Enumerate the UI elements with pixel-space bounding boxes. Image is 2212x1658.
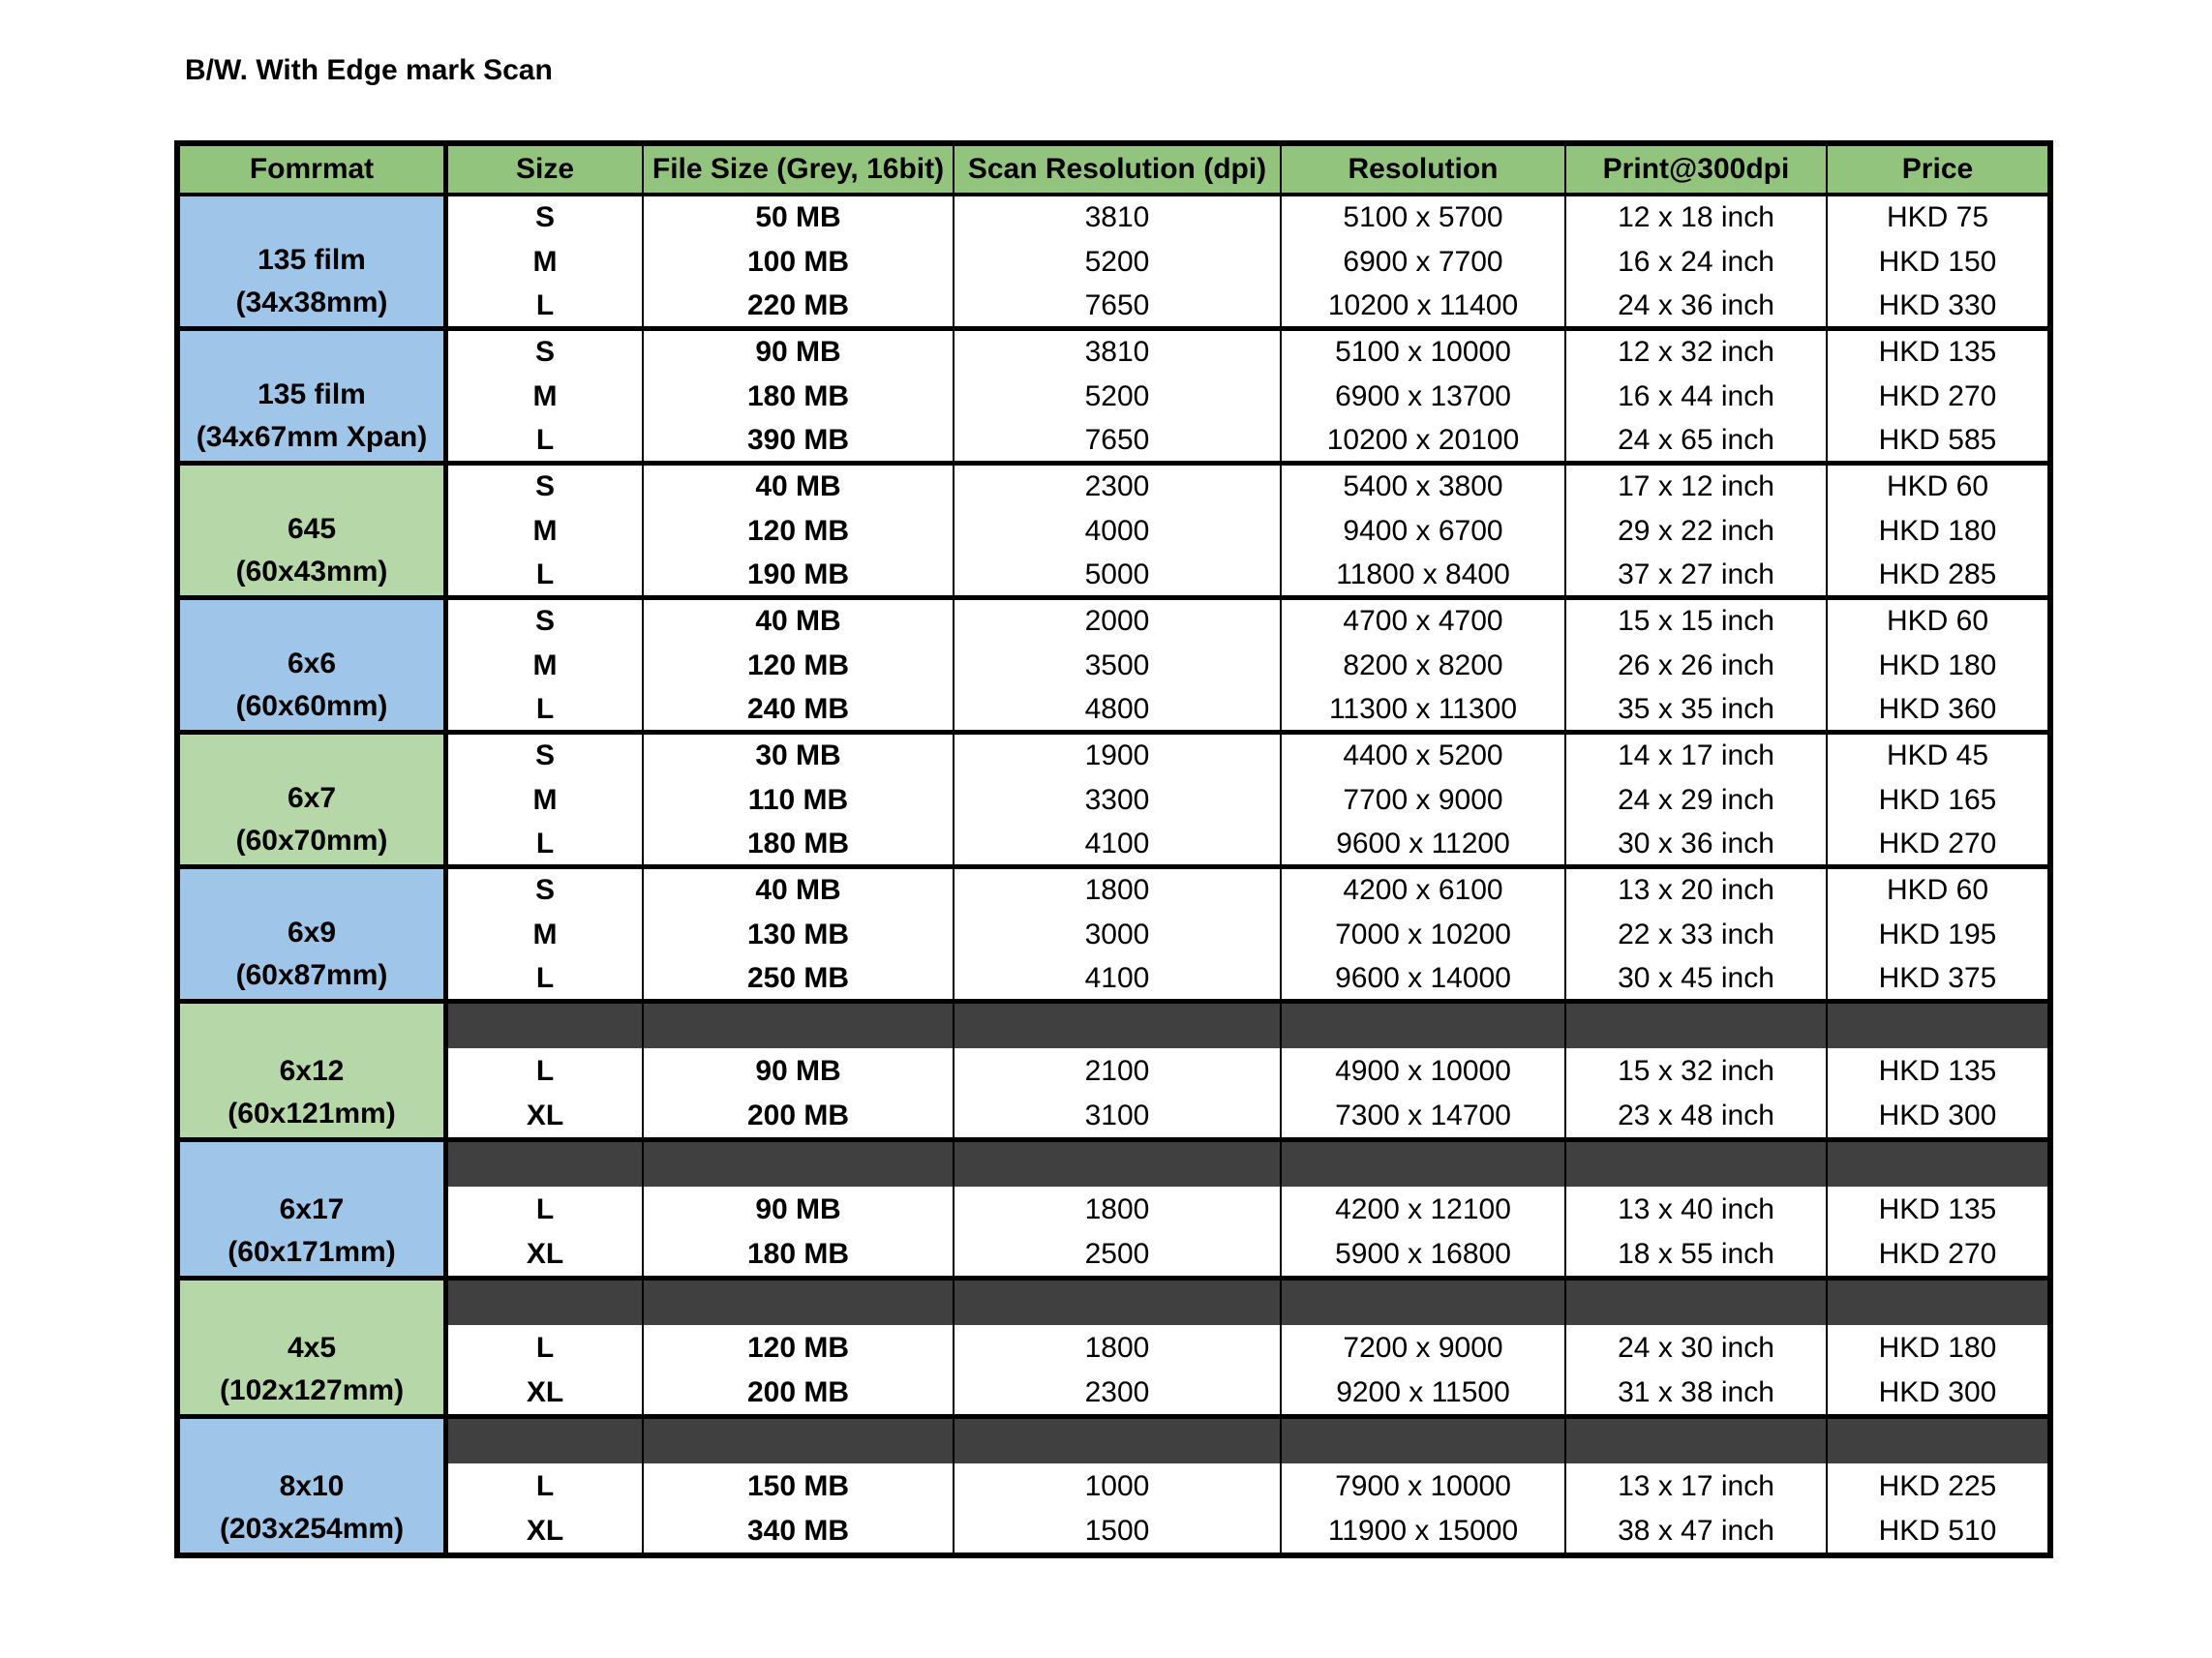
price-cell: HKD 270 bbox=[1878, 380, 1997, 412]
print-size-cell: 17 x 12 inch bbox=[1566, 466, 1828, 508]
print-size-cell: 22 x 33 inch bbox=[1566, 912, 1828, 958]
table-row bbox=[448, 1372, 2047, 1414]
scan-resolution-cell: 2100 bbox=[954, 1048, 1282, 1095]
file-size-cell: 120 MB bbox=[644, 1325, 954, 1372]
scan-resolution-cell: 5200 bbox=[954, 374, 1282, 420]
header-file-size: File Size (Grey, 16bit) bbox=[644, 146, 954, 193]
group-rows bbox=[448, 735, 2047, 864]
table-row bbox=[448, 374, 2047, 420]
table-row bbox=[448, 777, 2047, 824]
shaded-cell bbox=[448, 1281, 644, 1325]
scan-resolution-cell: 4800 bbox=[954, 689, 1282, 730]
file-size-cell: 40 MB bbox=[644, 600, 954, 643]
table-row bbox=[448, 824, 2047, 864]
scan-resolution-cell: 1000 bbox=[954, 1463, 1282, 1510]
shaded-cell bbox=[954, 1142, 1282, 1187]
resolution-cell: 5900 x 16800 bbox=[1282, 1233, 1566, 1276]
print-size-cell: 15 x 32 inch bbox=[1566, 1048, 1828, 1095]
group-rows bbox=[448, 466, 2047, 595]
format-dimensions: (60x43mm) bbox=[235, 556, 388, 588]
scan-resolution-cell: 7650 bbox=[954, 420, 1282, 461]
shaded-cell bbox=[1566, 1281, 1828, 1325]
resolution-cell: 4400 x 5200 bbox=[1282, 735, 1566, 777]
file-size-cell: 30 MB bbox=[644, 735, 954, 777]
size-cell: L bbox=[448, 1463, 644, 1510]
table-body bbox=[180, 196, 2047, 1552]
price-cell: HKD 285 bbox=[1878, 558, 1997, 590]
resolution-cell: 11900 x 15000 bbox=[1282, 1510, 1566, 1552]
file-size-cell: 390 MB bbox=[644, 420, 954, 461]
size-cell: XL bbox=[448, 1372, 644, 1414]
print-size-cell: 26 x 26 inch bbox=[1566, 643, 1828, 689]
scan-resolution-cell: 1900 bbox=[954, 735, 1282, 777]
resolution-cell: 10200 x 11400 bbox=[1282, 286, 1566, 326]
size-cell: XL bbox=[448, 1233, 644, 1276]
scan-resolution-cell: 2500 bbox=[954, 1233, 1282, 1276]
table-row bbox=[448, 1325, 2047, 1372]
resolution-cell: 9400 x 6700 bbox=[1282, 508, 1566, 555]
price-cell: HKD 150 bbox=[1878, 246, 1997, 278]
shaded-spacer-row bbox=[448, 1419, 2047, 1463]
table-row bbox=[448, 1187, 2047, 1233]
scan-resolution-cell: 3000 bbox=[954, 912, 1282, 958]
file-size-cell: 150 MB bbox=[644, 1463, 954, 1510]
shaded-cell bbox=[644, 1419, 954, 1463]
table-row bbox=[448, 420, 2047, 461]
format-dimensions: (102x127mm) bbox=[219, 1374, 405, 1406]
price-cell: HKD 270 bbox=[1878, 1238, 1997, 1270]
size-cell: L bbox=[448, 824, 644, 864]
print-size-cell: 24 x 30 inch bbox=[1566, 1325, 1828, 1372]
price-cell: HKD 180 bbox=[1878, 649, 1997, 681]
price-cell: HKD 195 bbox=[1878, 919, 1997, 950]
size-cell: XL bbox=[448, 1095, 644, 1137]
size-cell: S bbox=[448, 869, 644, 912]
scan-resolution-cell: 4000 bbox=[954, 508, 1282, 555]
price-cell: HKD 270 bbox=[1878, 828, 1997, 859]
format-group bbox=[180, 1004, 2047, 1142]
print-size-cell: 13 x 17 inch bbox=[1566, 1463, 1828, 1510]
format-name: 135 film bbox=[258, 244, 366, 276]
shaded-cell bbox=[1828, 1281, 2047, 1325]
header-price: Price bbox=[1901, 153, 1974, 185]
price-cell: HKD 60 bbox=[1886, 874, 1989, 906]
format-name: 645 bbox=[287, 513, 337, 545]
format-group bbox=[180, 1281, 2047, 1419]
document-title: B/W. With Edge mark Scan bbox=[185, 54, 553, 86]
format-cell bbox=[180, 466, 448, 595]
format-cell bbox=[180, 600, 448, 730]
scan-resolution-cell: 5000 bbox=[954, 555, 1282, 595]
shaded-cell bbox=[448, 1142, 644, 1187]
shaded-cell bbox=[448, 1004, 644, 1048]
resolution-cell: 9600 x 11200 bbox=[1282, 824, 1566, 864]
file-size-cell: 220 MB bbox=[644, 286, 954, 326]
shaded-cell bbox=[644, 1281, 954, 1325]
table-row bbox=[448, 689, 2047, 730]
header-size: Size bbox=[448, 146, 644, 193]
file-size-cell: 90 MB bbox=[644, 1048, 954, 1095]
table-header-row bbox=[180, 146, 2047, 196]
size-cell: M bbox=[448, 777, 644, 824]
file-size-cell: 250 MB bbox=[644, 958, 954, 999]
shaded-cell bbox=[448, 1419, 644, 1463]
print-size-cell: 24 x 36 inch bbox=[1566, 286, 1828, 326]
resolution-cell: 9600 x 14000 bbox=[1282, 958, 1566, 999]
table-row bbox=[448, 869, 2047, 912]
scan-resolution-cell: 1800 bbox=[954, 1187, 1282, 1233]
scan-resolution-cell: 1500 bbox=[954, 1510, 1282, 1552]
shaded-cell bbox=[1282, 1004, 1566, 1048]
format-group bbox=[180, 1419, 2047, 1552]
file-size-cell: 100 MB bbox=[644, 239, 954, 286]
price-cell: HKD 360 bbox=[1878, 693, 1997, 725]
shaded-spacer-row bbox=[448, 1004, 2047, 1048]
group-rows bbox=[448, 1004, 2047, 1137]
group-rows bbox=[448, 1419, 2047, 1552]
price-cell: HKD 225 bbox=[1878, 1470, 1997, 1502]
format-name: 6x9 bbox=[287, 917, 337, 949]
table-row bbox=[448, 958, 2047, 999]
scan-resolution-cell: 4100 bbox=[954, 824, 1282, 864]
scan-resolution-cell: 3810 bbox=[954, 196, 1282, 239]
price-cell: HKD 45 bbox=[1886, 739, 1989, 771]
price-cell: HKD 180 bbox=[1878, 1332, 1997, 1364]
format-cell bbox=[180, 1004, 448, 1137]
resolution-cell: 7000 x 10200 bbox=[1282, 912, 1566, 958]
size-cell: S bbox=[448, 466, 644, 508]
shaded-cell bbox=[1828, 1004, 2047, 1048]
size-cell: L bbox=[448, 689, 644, 730]
print-size-cell: 16 x 24 inch bbox=[1566, 239, 1828, 286]
resolution-cell: 6900 x 13700 bbox=[1282, 374, 1566, 420]
size-cell: L bbox=[448, 1048, 644, 1095]
format-name: 8x10 bbox=[279, 1470, 345, 1502]
file-size-cell: 240 MB bbox=[644, 689, 954, 730]
print-size-cell: 18 x 55 inch bbox=[1566, 1233, 1828, 1276]
table-row bbox=[448, 600, 2047, 643]
shaded-cell bbox=[1566, 1419, 1828, 1463]
price-cell: HKD 180 bbox=[1878, 515, 1997, 547]
price-cell: HKD 165 bbox=[1878, 784, 1997, 816]
print-size-cell: 30 x 36 inch bbox=[1566, 824, 1828, 864]
resolution-cell: 5400 x 3800 bbox=[1282, 466, 1566, 508]
scan-resolution-cell: 4100 bbox=[954, 958, 1282, 999]
group-rows bbox=[448, 331, 2047, 461]
resolution-cell: 7200 x 9000 bbox=[1282, 1325, 1566, 1372]
file-size-cell: 180 MB bbox=[644, 374, 954, 420]
resolution-cell: 4200 x 12100 bbox=[1282, 1187, 1566, 1233]
size-cell: XL bbox=[448, 1510, 644, 1552]
print-size-cell: 24 x 65 inch bbox=[1566, 420, 1828, 461]
table-row bbox=[448, 1048, 2047, 1095]
header-resolution: Resolution bbox=[1282, 146, 1566, 193]
size-cell: L bbox=[448, 1187, 644, 1233]
scan-resolution-cell: 5200 bbox=[954, 239, 1282, 286]
table-row bbox=[448, 331, 2047, 374]
size-cell: L bbox=[448, 286, 644, 326]
resolution-cell: 6900 x 7700 bbox=[1282, 239, 1566, 286]
price-cell: HKD 375 bbox=[1878, 962, 1997, 994]
format-cell bbox=[180, 331, 448, 461]
scan-resolution-cell: 1800 bbox=[954, 869, 1282, 912]
file-size-cell: 90 MB bbox=[644, 331, 954, 374]
print-size-cell: 12 x 18 inch bbox=[1566, 196, 1828, 239]
group-rows bbox=[448, 1281, 2047, 1414]
resolution-cell: 8200 x 8200 bbox=[1282, 643, 1566, 689]
header-scan-resolution: Scan Resolution (dpi) bbox=[954, 146, 1282, 193]
print-size-cell: 30 x 45 inch bbox=[1566, 958, 1828, 999]
format-name: 6x12 bbox=[279, 1055, 345, 1087]
shaded-cell bbox=[1282, 1281, 1566, 1325]
table-row bbox=[448, 466, 2047, 508]
print-size-cell: 23 x 48 inch bbox=[1566, 1095, 1828, 1137]
format-dimensions: (60x60mm) bbox=[235, 690, 388, 722]
format-dimensions: (60x87mm) bbox=[235, 959, 388, 991]
print-size-cell: 14 x 17 inch bbox=[1566, 735, 1828, 777]
resolution-cell: 7900 x 10000 bbox=[1282, 1463, 1566, 1510]
shaded-cell bbox=[1828, 1142, 2047, 1187]
size-cell: M bbox=[448, 643, 644, 689]
table-row bbox=[448, 735, 2047, 777]
scan-resolution-cell: 2300 bbox=[954, 1372, 1282, 1414]
file-size-cell: 340 MB bbox=[644, 1510, 954, 1552]
format-cell bbox=[180, 1419, 448, 1552]
print-size-cell: 13 x 20 inch bbox=[1566, 869, 1828, 912]
shaded-cell bbox=[954, 1281, 1282, 1325]
format-group bbox=[180, 735, 2047, 869]
size-cell: M bbox=[448, 374, 644, 420]
format-name: 6x7 bbox=[287, 782, 337, 814]
resolution-cell: 9200 x 11500 bbox=[1282, 1372, 1566, 1414]
group-rows bbox=[448, 1142, 2047, 1276]
file-size-cell: 180 MB bbox=[644, 824, 954, 864]
print-size-cell: 35 x 35 inch bbox=[1566, 689, 1828, 730]
price-cell: HKD 135 bbox=[1878, 1055, 1997, 1087]
format-group bbox=[180, 1142, 2047, 1281]
format-dimensions: (60x121mm) bbox=[227, 1098, 396, 1130]
price-cell: HKD 510 bbox=[1878, 1515, 1997, 1547]
format-group bbox=[180, 196, 2047, 331]
scan-resolution-cell: 3810 bbox=[954, 331, 1282, 374]
format-cell bbox=[180, 735, 448, 864]
price-cell: HKD 135 bbox=[1878, 336, 1997, 368]
format-group bbox=[180, 466, 2047, 600]
price-cell: HKD 75 bbox=[1886, 201, 1989, 233]
size-cell: S bbox=[448, 331, 644, 374]
price-cell: HKD 135 bbox=[1878, 1193, 1997, 1225]
format-dimensions: (203x254mm) bbox=[219, 1513, 405, 1545]
print-size-cell: 38 x 47 inch bbox=[1566, 1510, 1828, 1552]
size-cell: S bbox=[448, 735, 644, 777]
file-size-cell: 180 MB bbox=[644, 1233, 954, 1276]
group-rows bbox=[448, 600, 2047, 730]
resolution-cell: 5100 x 10000 bbox=[1282, 331, 1566, 374]
resolution-cell: 4200 x 6100 bbox=[1282, 869, 1566, 912]
scan-resolution-cell: 3100 bbox=[954, 1095, 1282, 1137]
shaded-cell bbox=[954, 1419, 1282, 1463]
format-group bbox=[180, 600, 2047, 735]
table-row bbox=[448, 508, 2047, 555]
size-cell: M bbox=[448, 508, 644, 555]
format-name: 135 film bbox=[258, 378, 366, 410]
resolution-cell: 7300 x 14700 bbox=[1282, 1095, 1566, 1137]
resolution-cell: 11800 x 8400 bbox=[1282, 555, 1566, 595]
header-format: Fomrmat bbox=[180, 146, 448, 193]
file-size-cell: 40 MB bbox=[644, 466, 954, 508]
group-rows bbox=[448, 196, 2047, 326]
shaded-spacer-row bbox=[448, 1281, 2047, 1325]
format-group bbox=[180, 869, 2047, 1004]
size-cell: M bbox=[448, 912, 644, 958]
price-cell: HKD 300 bbox=[1878, 1376, 1997, 1408]
table-row bbox=[448, 1233, 2047, 1276]
format-dimensions: (60x171mm) bbox=[227, 1236, 396, 1268]
size-cell: M bbox=[448, 239, 644, 286]
file-size-cell: 50 MB bbox=[644, 196, 954, 239]
file-size-cell: 110 MB bbox=[644, 777, 954, 824]
resolution-cell: 10200 x 20100 bbox=[1282, 420, 1566, 461]
size-cell: S bbox=[448, 196, 644, 239]
shaded-cell bbox=[1566, 1142, 1828, 1187]
shaded-spacer-row bbox=[448, 1142, 2047, 1187]
shaded-cell bbox=[1282, 1142, 1566, 1187]
format-group bbox=[180, 331, 2047, 466]
print-size-cell: 15 x 15 inch bbox=[1566, 600, 1828, 643]
table-row bbox=[448, 1463, 2047, 1510]
format-name: 6x17 bbox=[279, 1193, 345, 1225]
print-size-cell: 29 x 22 inch bbox=[1566, 508, 1828, 555]
table-row bbox=[448, 555, 2047, 595]
price-cell: HKD 60 bbox=[1886, 470, 1989, 502]
table-row bbox=[448, 1095, 2047, 1137]
format-name: 4x5 bbox=[287, 1332, 337, 1364]
resolution-cell: 5100 x 5700 bbox=[1282, 196, 1566, 239]
scan-price-table bbox=[174, 140, 2053, 1558]
file-size-cell: 200 MB bbox=[644, 1095, 954, 1137]
print-size-cell: 31 x 38 inch bbox=[1566, 1372, 1828, 1414]
file-size-cell: 120 MB bbox=[644, 508, 954, 555]
resolution-cell: 4700 x 4700 bbox=[1282, 600, 1566, 643]
price-cell: HKD 300 bbox=[1878, 1100, 1997, 1131]
shaded-cell bbox=[644, 1142, 954, 1187]
shaded-cell bbox=[954, 1004, 1282, 1048]
size-cell: L bbox=[448, 958, 644, 999]
format-cell bbox=[180, 869, 448, 999]
format-dimensions: (60x70mm) bbox=[235, 825, 388, 857]
shaded-cell bbox=[1566, 1004, 1828, 1048]
format-cell bbox=[180, 1142, 448, 1276]
price-cell: HKD 60 bbox=[1886, 605, 1989, 637]
file-size-cell: 190 MB bbox=[644, 555, 954, 595]
table-row bbox=[448, 239, 2047, 286]
print-size-cell: 16 x 44 inch bbox=[1566, 374, 1828, 420]
size-cell: S bbox=[448, 600, 644, 643]
size-cell: L bbox=[448, 1325, 644, 1372]
size-cell: L bbox=[448, 420, 644, 461]
file-size-cell: 40 MB bbox=[644, 869, 954, 912]
scan-resolution-cell: 3500 bbox=[954, 643, 1282, 689]
file-size-cell: 200 MB bbox=[644, 1372, 954, 1414]
shaded-cell bbox=[644, 1004, 954, 1048]
print-size-cell: 12 x 32 inch bbox=[1566, 331, 1828, 374]
print-size-cell: 24 x 29 inch bbox=[1566, 777, 1828, 824]
print-size-cell: 13 x 40 inch bbox=[1566, 1187, 1828, 1233]
print-size-cell: 37 x 27 inch bbox=[1566, 555, 1828, 595]
scan-resolution-cell: 2300 bbox=[954, 466, 1282, 508]
table-row bbox=[448, 1510, 2047, 1552]
resolution-cell: 11300 x 11300 bbox=[1282, 689, 1566, 730]
price-cell: HKD 585 bbox=[1878, 424, 1997, 456]
resolution-cell: 7700 x 9000 bbox=[1282, 777, 1566, 824]
scan-resolution-cell: 7650 bbox=[954, 286, 1282, 326]
format-name: 6x6 bbox=[287, 648, 337, 679]
table-row bbox=[448, 286, 2047, 326]
size-cell: L bbox=[448, 555, 644, 595]
shaded-cell bbox=[1828, 1419, 2047, 1463]
resolution-cell: 4900 x 10000 bbox=[1282, 1048, 1566, 1095]
file-size-cell: 120 MB bbox=[644, 643, 954, 689]
scan-resolution-cell: 3300 bbox=[954, 777, 1282, 824]
format-dimensions: (34x38mm) bbox=[235, 286, 388, 318]
format-cell bbox=[180, 196, 448, 326]
table-row bbox=[448, 643, 2047, 689]
file-size-cell: 90 MB bbox=[644, 1187, 954, 1233]
table-row bbox=[448, 912, 2047, 958]
header-print-size: Print@300dpi bbox=[1566, 146, 1828, 193]
format-cell bbox=[180, 1281, 448, 1414]
file-size-cell: 130 MB bbox=[644, 912, 954, 958]
shaded-cell bbox=[1282, 1419, 1566, 1463]
scan-resolution-cell: 2000 bbox=[954, 600, 1282, 643]
group-rows bbox=[448, 869, 2047, 999]
scan-resolution-cell: 1800 bbox=[954, 1325, 1282, 1372]
price-cell: HKD 330 bbox=[1878, 289, 1997, 321]
table-row bbox=[448, 196, 2047, 239]
format-dimensions: (34x67mm Xpan) bbox=[196, 421, 428, 453]
